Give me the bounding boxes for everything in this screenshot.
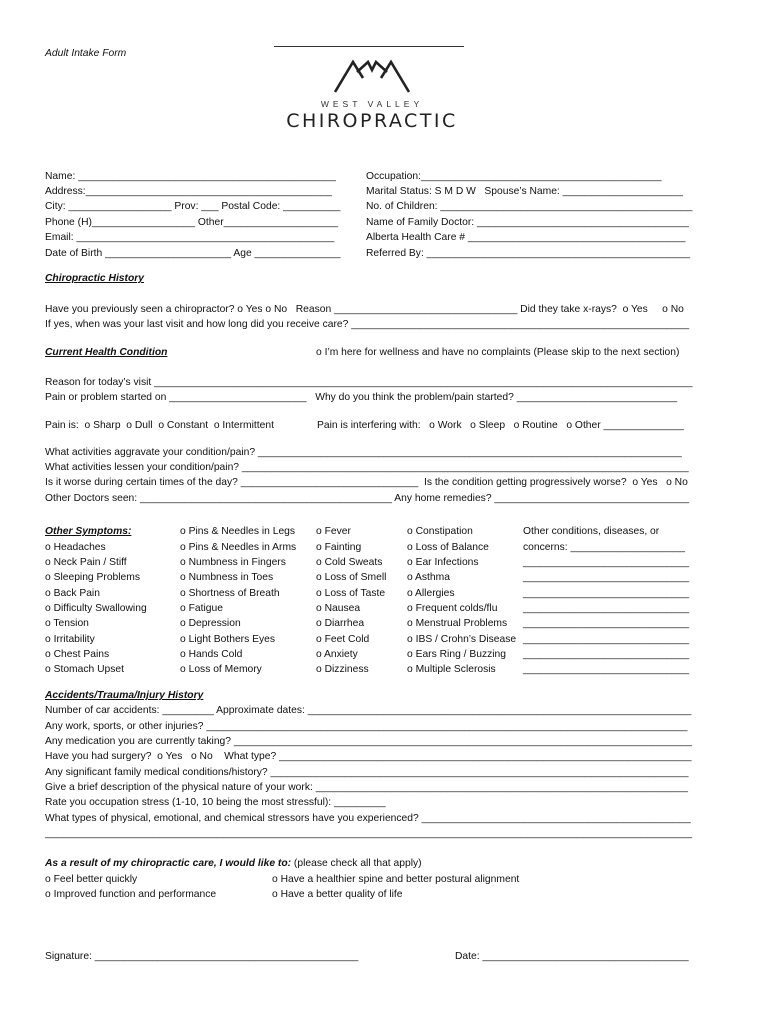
clinic-logo [286, 58, 458, 136]
symptom-item[interactable]: o Nausea [316, 603, 361, 614]
goals-heading-note: (please check all that apply) [291, 858, 422, 869]
surgery-field[interactable]: Have you had surgery? o Yes o No What type? ________________________________________________________________________ [45, 751, 692, 762]
symptom-item[interactable]: o Multiple Sclerosis [407, 664, 496, 675]
symptom-item[interactable]: o Light Bothers Eyes [180, 634, 276, 645]
symptom-item[interactable]: o Numbness in Toes [180, 572, 274, 583]
phone-field[interactable]: Phone (H)__________________ Other____________________ [45, 217, 339, 228]
symptom-item[interactable]: o Diarrhea [316, 618, 365, 629]
symptom-item[interactable]: o Frequent colds/flu [407, 603, 498, 614]
symptom-item[interactable]: o Numbness in Fingers [180, 557, 286, 568]
injuries-field[interactable]: Any work, sports, or other injuries? ____________________________________________________________________________________ [45, 721, 688, 732]
goals-heading: As a result of my chiropractic care, I would like to: [45, 858, 292, 869]
symptom-item[interactable]: o Pins & Needles in Legs [180, 526, 296, 537]
section-heading-accidents: Accidents/Trauma/Injury History [45, 690, 204, 701]
lessen-field[interactable]: What activities lessen your condition/pain? ______________________________________________________________________________ [45, 462, 689, 473]
symptom-item[interactable]: o Allergies [407, 588, 455, 599]
other-conditions-line[interactable]: concerns: ____________________ [523, 542, 686, 553]
stressors-field[interactable]: What types of physical, emotional, and chemical stressors have you experienced? _______________________________________________ [45, 813, 691, 824]
visit-reason-field[interactable]: Reason for today’s visit ______________________________________________________________________________________________ [45, 377, 693, 388]
symptom-item[interactable]: o Neck Pain / Stiff [45, 557, 127, 568]
other-conditions-line[interactable]: _____________________________ [523, 618, 690, 629]
previous-chiropractor-question[interactable]: Have you previously seen a chiropractor? o Yes o No Reason ________________________________ Did they take x-rays? o Yes o No [45, 304, 684, 315]
symptom-item[interactable]: o Ear Infections [407, 557, 479, 568]
other-conditions-line[interactable]: _____________________________ [523, 557, 690, 568]
other-doctors-field[interactable]: Other Doctors seen: ____________________________________________ Any home remedies? __________________________________ [45, 493, 690, 504]
symptom-item[interactable]: o Anxiety [316, 649, 358, 660]
symptom-item[interactable]: o Stomach Upset [45, 664, 124, 675]
aggravate-field[interactable]: What activities aggravate your condition/pain? __________________________________________________________________________ [45, 447, 682, 458]
symptom-item[interactable]: o Back Pain [45, 588, 100, 599]
symptom-item[interactable]: o IBS / Crohn’s Disease [407, 634, 517, 645]
car-accidents-field[interactable]: Number of car accidents: _________ Approximate dates: ___________________________________________________________________ [45, 705, 692, 716]
health-care-field[interactable]: Alberta Health Care # ______________________________________ [366, 232, 686, 243]
symptom-item[interactable]: o Cold Sweats [316, 557, 383, 568]
goal-option[interactable]: o Have a better quality of life [272, 889, 403, 900]
marital-status-field[interactable]: Marital Status: S M D W Spouse’s Name: _____________________ [366, 186, 683, 197]
symptom-item[interactable]: o Loss of Memory [180, 664, 262, 675]
symptom-item[interactable]: o Difficulty Swallowing [45, 603, 147, 614]
symptom-item[interactable]: o Fever [316, 526, 351, 537]
stressors-continuation-line[interactable]: _________________________________________________________________________________________________________________ [45, 828, 693, 839]
children-field[interactable]: No. of Children: ____________________________________________ [366, 201, 693, 212]
other-conditions-line[interactable]: _____________________________ [523, 603, 690, 614]
last-visit-question[interactable]: If yes, when was your last visit and how long did you receive care? ___________________________________________________________ [45, 319, 690, 330]
symptom-item[interactable]: o Constipation [407, 526, 473, 537]
form-title: Adult Intake Form [45, 48, 127, 59]
symptom-item[interactable]: o Sleeping Problems [45, 572, 141, 583]
name-field[interactable]: Name: _____________________________________________ [45, 171, 336, 182]
other-conditions-line[interactable]: _____________________________ [523, 664, 690, 675]
mountain-logo-icon [333, 58, 411, 94]
other-conditions-line[interactable]: _____________________________ [523, 588, 690, 599]
symptom-item[interactable]: o Chest Pains [45, 649, 110, 660]
family-history-field[interactable]: Any significant family medical conditions/history? _________________________________________________________________________ [45, 767, 689, 778]
top-signature-line [274, 46, 464, 47]
city-field[interactable]: City: __________________ Prov: ___ Postal Code: __________ [45, 201, 341, 212]
symptom-item[interactable]: o Headaches [45, 542, 106, 553]
logo-line-chiropractic: CHIROPRACTIC [286, 110, 458, 132]
worse-times-field[interactable]: Is it worse during certain times of the day? _______________________________ Is the condition getting progressively worse? o Yes o No [45, 477, 688, 488]
symptom-item[interactable]: o Fatigue [180, 603, 223, 614]
symptom-item[interactable]: o Irritability [45, 634, 95, 645]
occupation-stress-field[interactable]: Rate you occupation stress (1-10, 10 being the most stressful): _________ [45, 797, 386, 808]
symptom-item[interactable]: o Shortness of Breath [180, 588, 280, 599]
symptom-item[interactable]: o Tension [45, 618, 89, 629]
symptom-item[interactable]: o Fainting [316, 542, 362, 553]
symptom-item[interactable]: o Asthma [407, 572, 450, 583]
symptom-item[interactable]: o Ears Ring / Buzzing [407, 649, 507, 660]
symptom-item[interactable]: o Hands Cold [180, 649, 243, 660]
goals-heading-row [45, 857, 422, 870]
goal-option[interactable]: o Improved function and performance [45, 889, 217, 900]
symptom-item[interactable]: o Menstrual Problems [407, 618, 508, 629]
date-field[interactable]: Date: ____________________________________ [455, 951, 689, 962]
symptom-item[interactable]: o Dizziness [316, 664, 369, 675]
pain-type-options[interactable]: Pain is: o Sharp o Dull o Constant o Intermittent [45, 420, 274, 431]
problem-started-field[interactable]: Pain or problem started on ________________________ Why do you think the problem/pain started? ____________________________ [45, 392, 678, 403]
email-field[interactable]: Email: _____________________________________________ [45, 232, 335, 243]
logo-line-west-valley: WEST VALLEY [320, 99, 424, 109]
referred-by-field[interactable]: Referred By: ______________________________________________ [366, 248, 691, 259]
signature-field[interactable]: Signature: ______________________________________________ [45, 951, 359, 962]
occupation-field[interactable]: Occupation:__________________________________________ [366, 171, 662, 182]
symptom-item[interactable]: o Depression [180, 618, 241, 629]
symptom-item[interactable]: o Loss of Balance [407, 542, 489, 553]
symptom-item[interactable]: o Feet Cold [316, 634, 370, 645]
other-conditions-label: Other conditions, diseases, or [523, 526, 660, 537]
medication-field[interactable]: Any medication you are currently taking? ________________________________________________________________________________ [45, 736, 693, 747]
goal-option[interactable]: o Have a healthier spine and better postural alignment [272, 874, 520, 885]
physical-work-field[interactable]: Give a brief description of the physical nature of your work: _________________________________________________________________ [45, 782, 688, 793]
family-doctor-field[interactable]: Name of Family Doctor: _____________________________________ [366, 217, 689, 228]
section-heading-chiropractic-history: Chiropractic History [45, 273, 144, 284]
other-conditions-line[interactable]: _____________________________ [523, 572, 690, 583]
wellness-checkbox[interactable]: o I’m here for wellness and have no complaints (Please skip to the next section) [316, 347, 680, 358]
pain-interfering-options[interactable]: Pain is interfering with: o Work o Sleep o Routine o Other ______________ [317, 420, 684, 431]
symptom-item[interactable]: o Loss of Taste [316, 588, 386, 599]
section-heading-current-health: Current Health Condition [45, 347, 168, 358]
other-conditions-line[interactable]: _____________________________ [523, 634, 690, 645]
symptom-item[interactable]: o Loss of Smell [316, 572, 387, 583]
dob-field[interactable]: Date of Birth ______________________ Age _______________ [45, 248, 341, 259]
address-field[interactable]: Address:___________________________________________ [45, 186, 332, 197]
section-heading-other-symptoms: Other Symptoms: [45, 526, 132, 537]
symptom-item[interactable]: o Pins & Needles in Arms [180, 542, 297, 553]
goal-option[interactable]: o Feel better quickly [45, 874, 138, 885]
other-conditions-line[interactable]: _____________________________ [523, 649, 690, 660]
